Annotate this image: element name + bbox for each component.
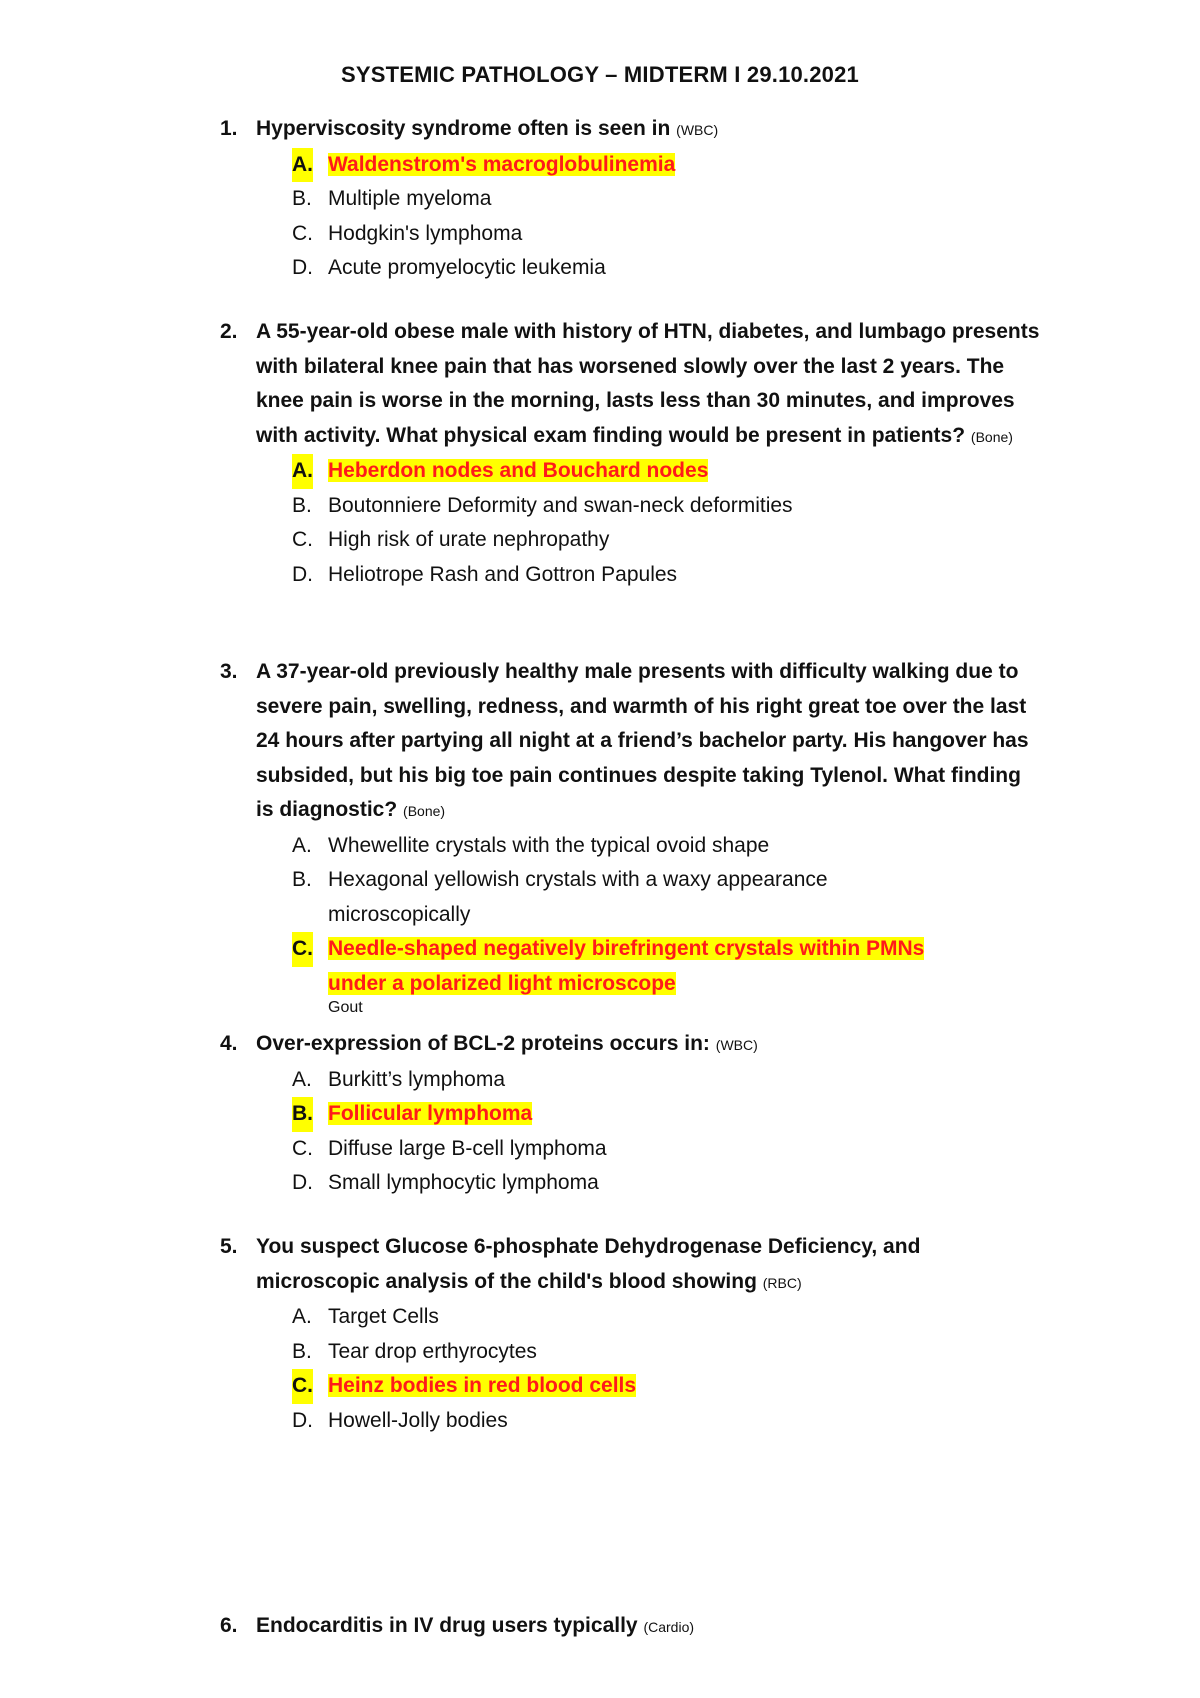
option-letter: A. — [292, 1067, 312, 1091]
answer-options — [220, 454, 1040, 592]
question-number: 6. — [220, 1614, 238, 1637]
answer-option — [292, 251, 968, 286]
option-letter: C. — [292, 1369, 313, 1404]
option-letter: D. — [292, 1171, 313, 1194]
answer-option — [292, 1300, 968, 1335]
option-text: Follicular lymphoma — [328, 1102, 533, 1125]
answer-option-correct — [292, 1097, 968, 1132]
answer-option — [292, 558, 968, 593]
option-letter: B. — [292, 868, 312, 891]
option-letter: A. — [292, 833, 312, 857]
option-letter: D. — [292, 1408, 313, 1432]
question-topic-tag: (WBC) — [715, 1037, 758, 1053]
option-letter: D. — [292, 256, 313, 279]
option-text: Whewellite crystals with the typical ovoid shape — [328, 833, 770, 857]
answer-option — [292, 1132, 968, 1167]
question-stem: A 55-year-old obese male with history of HTN, diabetes, and lumbago presents with bilateral knee pain that has worsened slowly over the last 2 years. The knee pain is worse in the morning, lasts less than 30 minutes, and improves with activity. What physical exam finding would be present in patients? — [256, 320, 1040, 447]
answer-options — [220, 1300, 1040, 1438]
option-text: Diffuse large B-cell lymphoma — [328, 1136, 607, 1160]
answer-option — [292, 1335, 968, 1370]
answer-option-correct — [292, 454, 968, 489]
option-text: Heinz bodies in red blood cells — [328, 1374, 637, 1397]
question-number: 3. — [220, 660, 238, 683]
question-stem: Hyperviscosity syndrome often is seen in — [256, 117, 671, 140]
option-letter: C. — [292, 528, 313, 551]
question-number: 1. — [220, 117, 238, 140]
option-text: Boutonniere Deformity and swan-neck deformities — [328, 493, 793, 517]
answer-option — [292, 1166, 968, 1201]
option-letter: C. — [292, 221, 313, 245]
option-letter: A. — [292, 454, 313, 489]
option-letter: B. — [292, 1339, 312, 1363]
question-topic-tag: (Bone) — [970, 428, 1013, 445]
option-letter: B. — [292, 187, 312, 210]
answer-option — [292, 1404, 968, 1439]
question-text — [256, 1609, 1040, 1645]
question-topic-tag: (Bone) — [403, 803, 446, 819]
option-letter: D. — [292, 562, 313, 586]
question-topic-tag: (RBC) — [762, 1274, 802, 1291]
answer-option — [292, 489, 968, 524]
question-2 — [220, 315, 1040, 592]
question-text — [256, 112, 1040, 148]
question-stem: A 37-year-old previously healthy male presents with difficulty walking due to severe pain, swelling, redness, and warmth of his right great toe over the last 24 hours after partying all night at a friend’s bachelor party. His hangover has subsided, but his big toe pain continues despite taking Tylenol. What finding is diagnostic? — [256, 660, 1029, 821]
answer-options — [220, 1063, 1040, 1201]
question-text — [256, 1027, 1040, 1063]
option-text: Howell-Jolly bodies — [328, 1408, 508, 1432]
question-stem: Over-expression of BCL-2 proteins occurs in: — [256, 1032, 710, 1055]
question-3 — [220, 655, 1040, 1017]
question-number: 5. — [220, 1235, 238, 1258]
option-text: Multiple myeloma — [328, 187, 492, 210]
option-text: Needle-shaped negatively birefringent crystals within PMNs under a polarized light microscope — [328, 937, 925, 995]
question-1 — [220, 112, 1040, 286]
question-text — [256, 315, 1040, 454]
question-5 — [220, 1230, 1040, 1438]
question-stem: You suspect Glucose 6-phosphate Dehydrogenase Deficiency, and microscopic analysis of the child's blood showing — [256, 1235, 921, 1293]
question-number: 4. — [220, 1032, 238, 1055]
question-6 — [220, 1609, 1040, 1645]
question-stem: Endocarditis in IV drug users typically — [256, 1614, 638, 1637]
option-text: Hodgkin's lymphoma — [328, 221, 523, 245]
answer-option — [292, 217, 968, 252]
option-letter: C. — [292, 932, 313, 967]
answer-option — [292, 829, 968, 864]
option-letter: B. — [292, 1097, 313, 1132]
option-text: Burkitt’s lymphoma — [328, 1067, 506, 1091]
answer-option — [292, 523, 968, 558]
question-text — [256, 655, 1040, 829]
answer-option-correct — [292, 148, 968, 183]
answer-option — [292, 863, 918, 932]
answer-options — [220, 829, 1040, 1002]
answer-option-correct — [292, 1369, 968, 1404]
answer-note: Gout — [328, 999, 363, 1016]
answer-options — [220, 148, 1040, 286]
option-text: Heliotrope Rash and Gottron Papules — [328, 562, 678, 586]
option-text: Target Cells — [328, 1305, 439, 1328]
page-title: SYSTEMIC PATHOLOGY – MIDTERM I 29.10.2021 — [340, 62, 859, 87]
option-text: Tear drop erthyrocytes — [328, 1339, 537, 1363]
answer-option — [292, 1063, 968, 1098]
option-letter: B. — [292, 493, 312, 517]
answer-option — [292, 182, 968, 217]
question-topic-tag: (WBC) — [676, 122, 719, 138]
option-letter: A. — [292, 148, 313, 183]
answer-option-correct — [292, 932, 968, 1001]
question-4 — [220, 1027, 1040, 1201]
question-number: 2. — [220, 320, 238, 343]
question-topic-tag: (Cardio) — [643, 1619, 695, 1635]
option-text: Waldenstrom's macroglobulinemia — [328, 152, 676, 176]
option-text: High risk of urate nephropathy — [328, 528, 610, 551]
option-text: Acute promyelocytic leukemia — [328, 256, 606, 279]
option-text: Small lymphocytic lymphoma — [328, 1171, 599, 1194]
option-letter: C. — [292, 1136, 313, 1160]
option-letter: A. — [292, 1305, 312, 1328]
question-text — [256, 1230, 1040, 1300]
option-text: Heberdon nodes and Bouchard nodes — [328, 459, 709, 482]
option-text: Hexagonal yellowish crystals with a waxy appearance microscopically — [328, 868, 828, 926]
